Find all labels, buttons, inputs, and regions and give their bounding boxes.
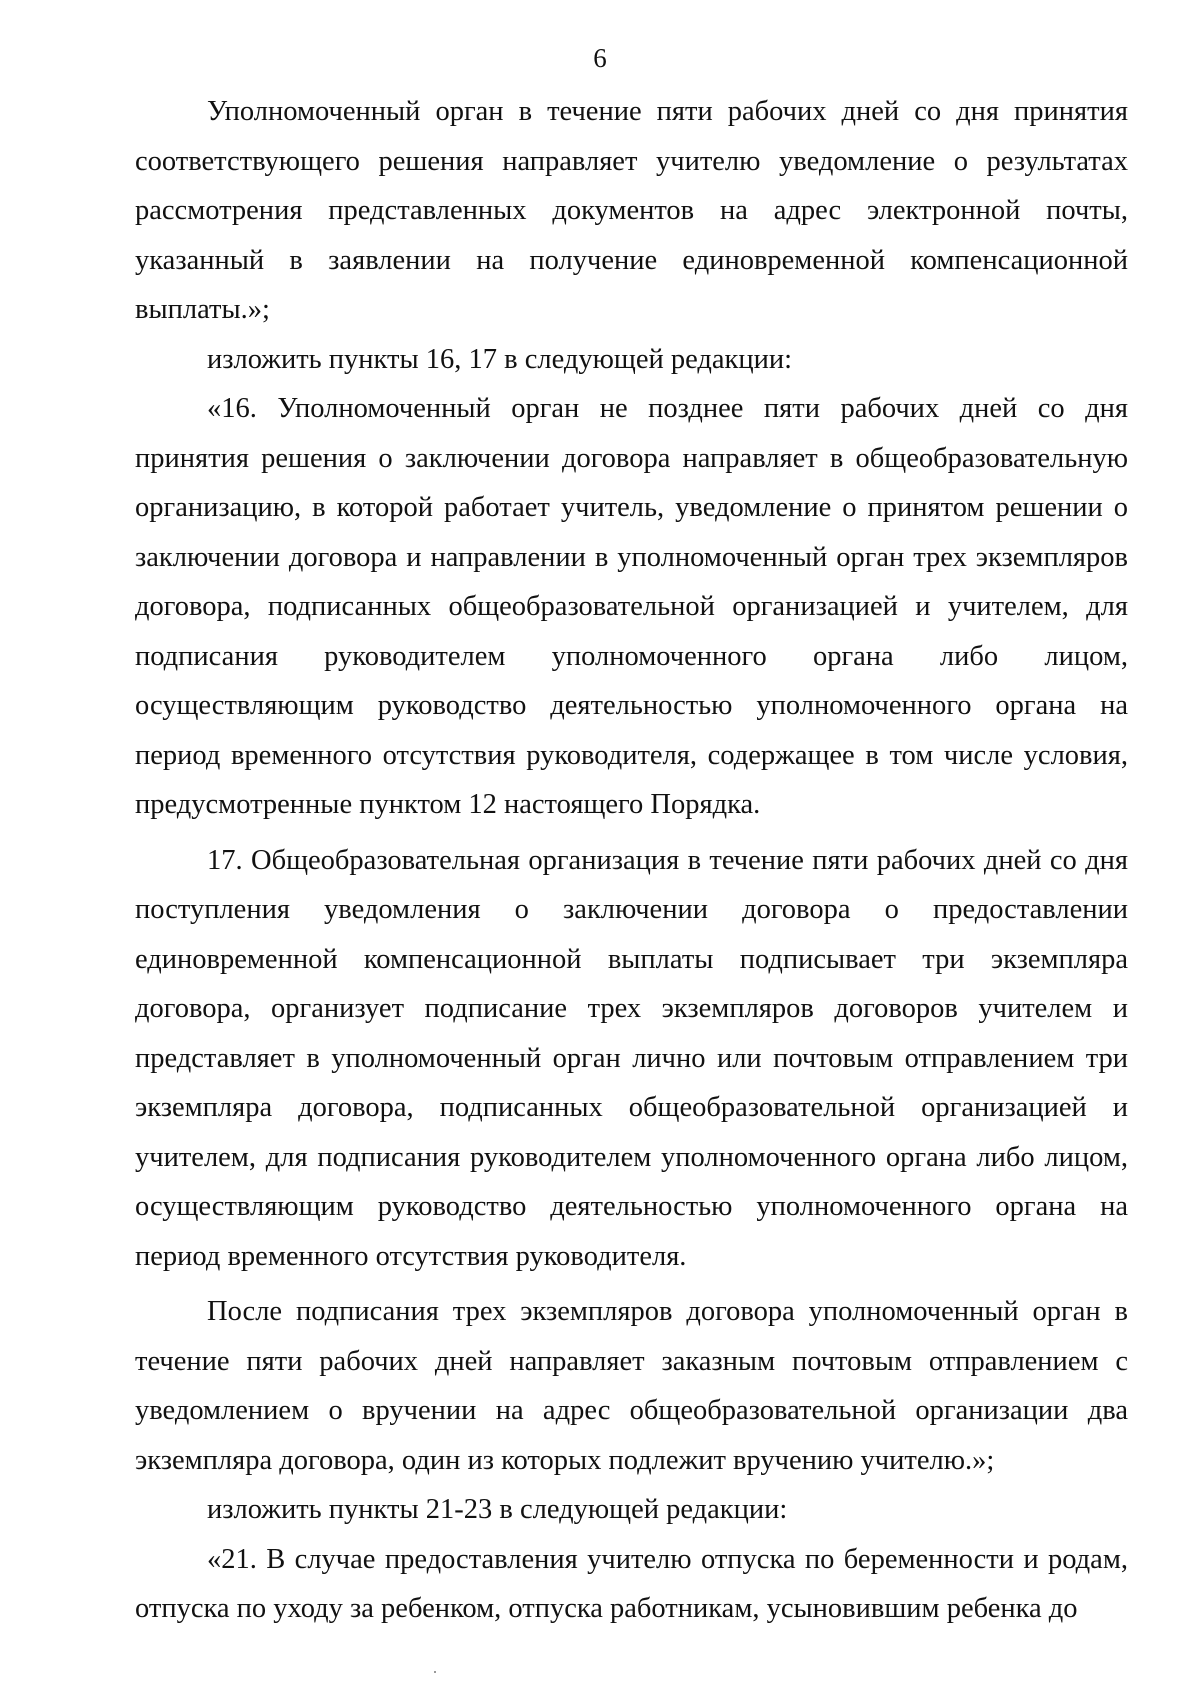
paragraph-item-17: 17. Общеобразовательная организация в течение пяти рабочих дней со дня поступления уведомления о заключении договора о предоставлении единовременной компенсационной выплаты подписывает три экземпляра договора, организует подписание трех экземпляров договоров учителем и представляет в уполномоченный орган лично или почтовым отправлением три экземпляра договора, подписанных общеобразовательной организацией и учителем, для подписания руководителем уполномоченного органа либо лицом, осуществляющим руководство деятельностью уполномоченного органа на период временного отсутствия руководителя. — [135, 844, 1128, 1272]
scan-speck — [434, 1671, 436, 1673]
document-body — [135, 87, 1128, 1634]
paragraph-notification-result: Уполномоченный орган в течение пяти рабочих дней со дня принятия соответствующего решения направляет учителю уведомление о результатах рассмотрения представленных документов на адрес электронной почты, указанный в заявлении на получение единовременной компенсационной выплаты.»; — [135, 96, 1128, 325]
paragraph-amend-items-21-23: изложить пункты 21-23 в следующей редакции: — [207, 1494, 788, 1525]
page-number: 6 — [593, 43, 607, 73]
paragraph-item-21: «21. В случае предоставления учителю отпуска по беременности и родам, отпуска по уходу за ребенком, отпуска работникам, усыновившим ребенка до — [135, 1543, 1128, 1624]
paragraph-item-16: «16. Уполномоченный орган не позднее пяти рабочих дней со дня принятия решения о заключении договора направляет в общеобразовательную организацию, в которой работает учитель, уведомление о принятом решении о заключении договора и направлении в уполномоченный орган трех экземпляров договора, подписанных общеобразовательной организацией и учителем, для подписания руководителем уполномоченного органа либо лицом, осуществляющим руководство деятельностью уполномоченного органа на период временного отсутствия руководителя, содержащее в том числе условия, предусмотренные пунктом 12 настоящего Порядка. — [135, 393, 1128, 820]
paragraph-after-signing: После подписания трех экземпляров договора уполномоченный орган в течение пяти рабочих дней направляет заказным почтовым отправлением с уведомлением о вручении на адрес общеобразовательной организации два экземпляра договора, один из которых подлежит вручению учителю.»; — [135, 1296, 1128, 1476]
paragraph-amend-items-16-17: изложить пункты 16, 17 в следующей редакции: — [207, 343, 793, 375]
